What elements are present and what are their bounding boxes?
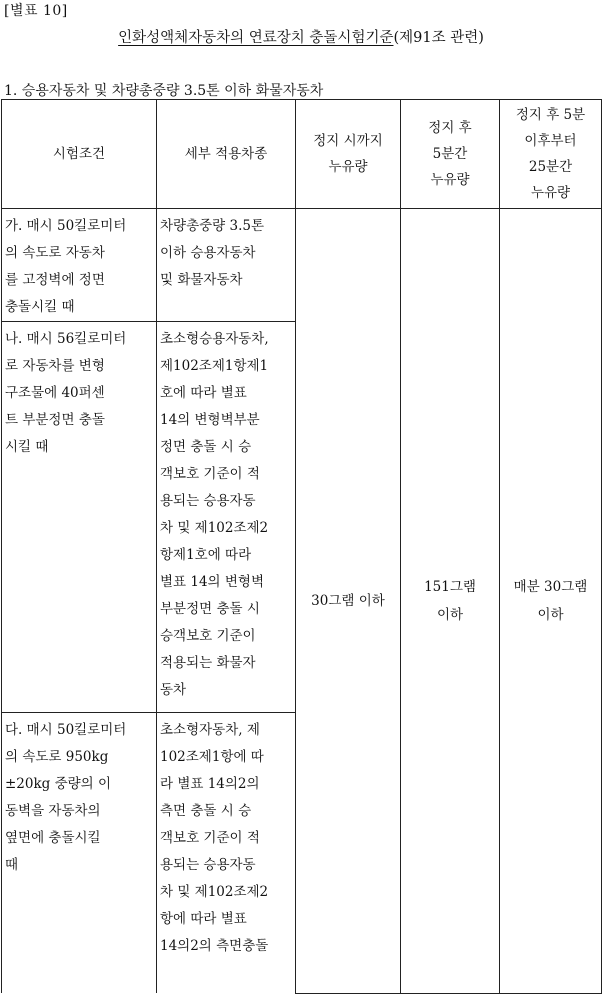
section-heading: 1. 승용자동차 및 차량총중량 3.5톤 이하 화물자동차 [4, 83, 324, 99]
limit-leak-after-5min: 매분 30그램 이하 [500, 209, 602, 994]
document-title-suffix: (제91조 관련) [393, 30, 484, 46]
vehicle-cell: 차량총중량 3.5톤 이하 승용자동차 및 화물자동차 [157, 209, 296, 322]
header-test-condition: 시험조건 [2, 100, 157, 209]
annex-tag: [별표 10] [4, 3, 68, 19]
limit-leak-until-stop: 30그램 이하 [296, 209, 401, 994]
vehicle-cell: 초소형자동차, 제 102조제1항에 따 라 별표 14의2의 측면 충돌 시 승 객보호 기준이 적 용되는 승용자동 차 및 제102조제2 항에 따라 별표 14의2의 측면충돌 [157, 713, 296, 994]
document-title [0, 26, 602, 47]
header-leak-5min: 정지 후 5분간 누유량 [401, 100, 500, 209]
table-row [2, 209, 602, 322]
header-leak-until-stop: 정지 시까지 누유량 [296, 100, 401, 209]
header-leak-after-5min: 정지 후 5분 이후부터 25분간 누유량 [500, 100, 602, 209]
document-title-main: 인화성액체자동차의 연료장치 충돌시험기준 [118, 30, 394, 46]
vehicle-cell: 초소형승용자동차, 제102조제1항제1 호에 따라 별표 14의 변형벽부분 정면 충돌 시 승 객보호 기준이 적 용되는 승용자동 차 및 제102조제2 항제1호에 따라 별표 14의 변형벽 부분정면 충돌 시 승객보호 기준이 적용되는 화물자 동차 [157, 322, 296, 713]
condition-cell: 가. 매시 50킬로미터 의 속도로 자동차 를 고정벽에 정면 충돌시킬 때 [2, 209, 157, 322]
limit-leak-5min: 151그램 이하 [401, 209, 500, 994]
condition-cell: 나. 매시 56킬로미터 로 자동차를 변형 구조물에 40퍼센 트 부분정면 충돌 시킬 때 [2, 322, 157, 713]
table-header-row [2, 100, 602, 209]
header-applicable-vehicle: 세부 적용차종 [157, 100, 296, 209]
condition-cell: 다. 매시 50킬로미터 의 속도로 950kg ±20kg 중량의 이 동벽을 자동차의 옆면에 충돌시킬 때 [2, 713, 157, 994]
crash-test-standards-table [1, 99, 602, 994]
